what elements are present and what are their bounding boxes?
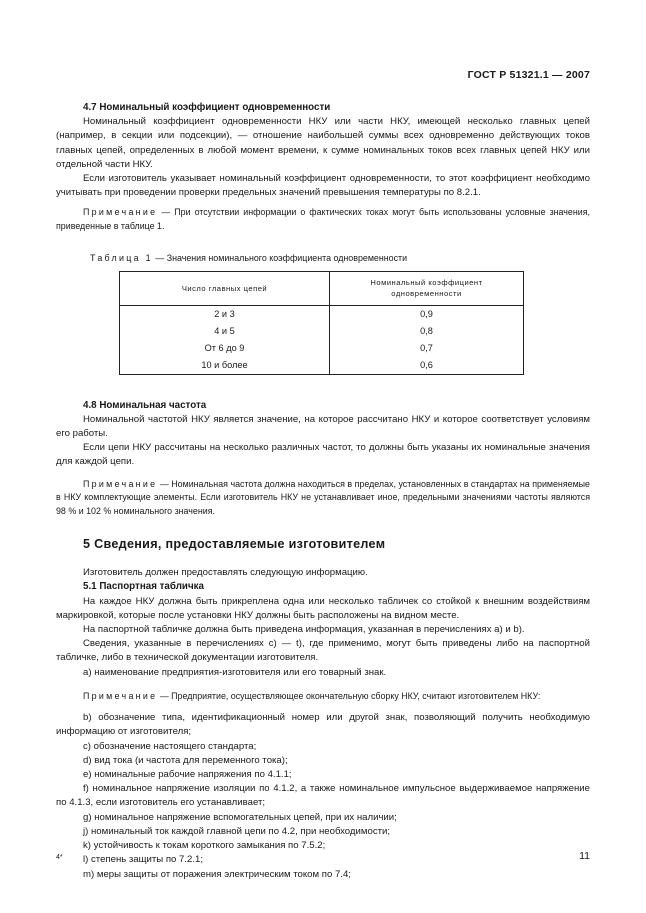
table-cell: От 6 до 9 bbox=[120, 340, 330, 357]
list-item: f) номинальное напряжение изоляции по 4.1.2, а также номинальное импульсное выдерживаемое напряжение по 4.1.3, если изготовитель его устанавливает; bbox=[56, 783, 590, 809]
table-cell: 0,7 bbox=[330, 340, 524, 357]
note bbox=[56, 690, 590, 704]
paragraph: Номинальный коэффициент одновременности НКУ или части НКУ, имеющей несколько главных цепей (например, в секции или подсекции), — отношение наибольшей суммы всех одновременно действующих токов главных цепей, определенных в любой момент времени, к сумме номинальных токов всех главных цепей НКУ или отдельной части НКУ. bbox=[56, 116, 590, 170]
note-label: Примечание bbox=[83, 207, 158, 218]
table-cell: 10 и более bbox=[120, 357, 330, 375]
paragraph: Изготовитель должен предоставлять следующую информацию. bbox=[83, 567, 368, 579]
table-row bbox=[120, 340, 524, 357]
page-content bbox=[56, 101, 590, 882]
table-cell: 0,9 bbox=[330, 305, 524, 323]
note bbox=[56, 478, 590, 519]
table-cell: 0,6 bbox=[330, 357, 524, 375]
paragraph: На паспортной табличке должна быть приведена информация, указанная в перечислениях a) и b). bbox=[83, 623, 525, 635]
paragraph: Если изготовитель указывает номинальный коэффициент одновременности, то этот коэффициент необходимо учитывать при проведении проверки предельных значений превышения температуры по 8.2.1. bbox=[56, 173, 590, 199]
note-text: — При отсутствии информации о фактических токах могут быть использованы условные значения, приведенные в таблице 1. bbox=[56, 207, 590, 231]
table-row bbox=[120, 357, 524, 375]
note-label: Примечание bbox=[83, 690, 158, 701]
list-item: l) степень защиты по 7.2.1; bbox=[83, 854, 204, 866]
list-item: g) номинальное напряжение вспомогательных цепей, при их наличии; bbox=[83, 811, 397, 823]
list-item: m) меры защиты от поражения электрическим током по 7.4; bbox=[83, 868, 351, 880]
note bbox=[56, 206, 590, 233]
paragraph: Номинальной частотой НКУ является значение, на которое рассчитано НКУ и которое соответствует условиям его работы. bbox=[56, 413, 590, 440]
table-label: Таблица 1 bbox=[90, 253, 153, 264]
table-cell: 2 и 3 bbox=[120, 305, 330, 323]
list-item: j) номинальный ток каждой главной цепи по 4.2, при необходимости; bbox=[83, 825, 391, 837]
section-5-1-heading: 5.1 Паспортная табличка bbox=[83, 581, 204, 593]
section-4-7-heading: 4.7 Номинальный коэффициент одновременности bbox=[83, 102, 331, 113]
table-cell: 4 и 5 bbox=[120, 323, 330, 340]
table-title: — Значения номинального коэффициента одновременности bbox=[152, 253, 408, 264]
note-text: — Предприятие, осуществляющее окончательную сборку НКУ, считают изготовителем НКУ: bbox=[157, 690, 541, 701]
paragraph: Если цепи НКУ рассчитаны на несколько различных частот, то должны быть указаны их номинальные значения для каждой цепи. bbox=[56, 442, 590, 468]
list-item: e) номинальные рабочие напряжения по 4.1.1; bbox=[83, 769, 292, 781]
paragraph: На каждое НКУ должна быть прикреплена одна или несколько табличек со стойкой к внешним воздействиям маркировкой, которые после установки НКУ должны быть расположены на видном месте. bbox=[56, 595, 590, 621]
note-text: — Номинальная частота должна находиться в пределах, установленных в стандартах на применяемые в НКУ комплектующие элементы. Если изготовитель НКУ не устанавливает иное, предельными значениями частоты являются 98 % и 102 % номинального значения. bbox=[56, 478, 590, 516]
list-item: k) устойчивость к токам короткого замыкания по 7.5.2; bbox=[83, 840, 326, 852]
paragraph: Сведения, указанные в перечислениях c) — t), где применимо, могут быть приведены либо на паспортной табличке, либо в технической документации изготовителя. bbox=[56, 638, 590, 664]
coefficient-table bbox=[119, 271, 524, 375]
document-code: ГОСТ Р 51321.1 — 2007 bbox=[467, 69, 590, 81]
table-caption bbox=[90, 251, 590, 265]
column-header-circuits: Число главных цепей bbox=[120, 271, 330, 305]
column-header-coefficient: Номинальный коэффициент одновременности bbox=[330, 271, 524, 305]
table-row bbox=[120, 305, 524, 323]
section-5-heading: 5 Сведения, предоставляемые изготовителем bbox=[83, 537, 386, 552]
note-label: Примечание bbox=[83, 478, 158, 489]
list-item: b) обозначение типа, идентификационный номер или другой знак, позволяющий получить необходимую информацию от изготовителя; bbox=[56, 712, 590, 738]
table-cell: 0,8 bbox=[330, 323, 524, 340]
section-4-8-heading: 4.8 Номинальная частота bbox=[83, 399, 207, 411]
sheet-mark: 4* bbox=[56, 854, 63, 861]
list-item: c) обозначение настоящего стандарта; bbox=[83, 740, 257, 752]
list-item: a) наименование предприятия-изготовителя или его товарный знак. bbox=[83, 666, 387, 678]
list-item: d) вид тока (и частота для переменного тока); bbox=[83, 754, 288, 766]
page-number: 11 bbox=[579, 850, 590, 862]
table-row bbox=[120, 323, 524, 340]
